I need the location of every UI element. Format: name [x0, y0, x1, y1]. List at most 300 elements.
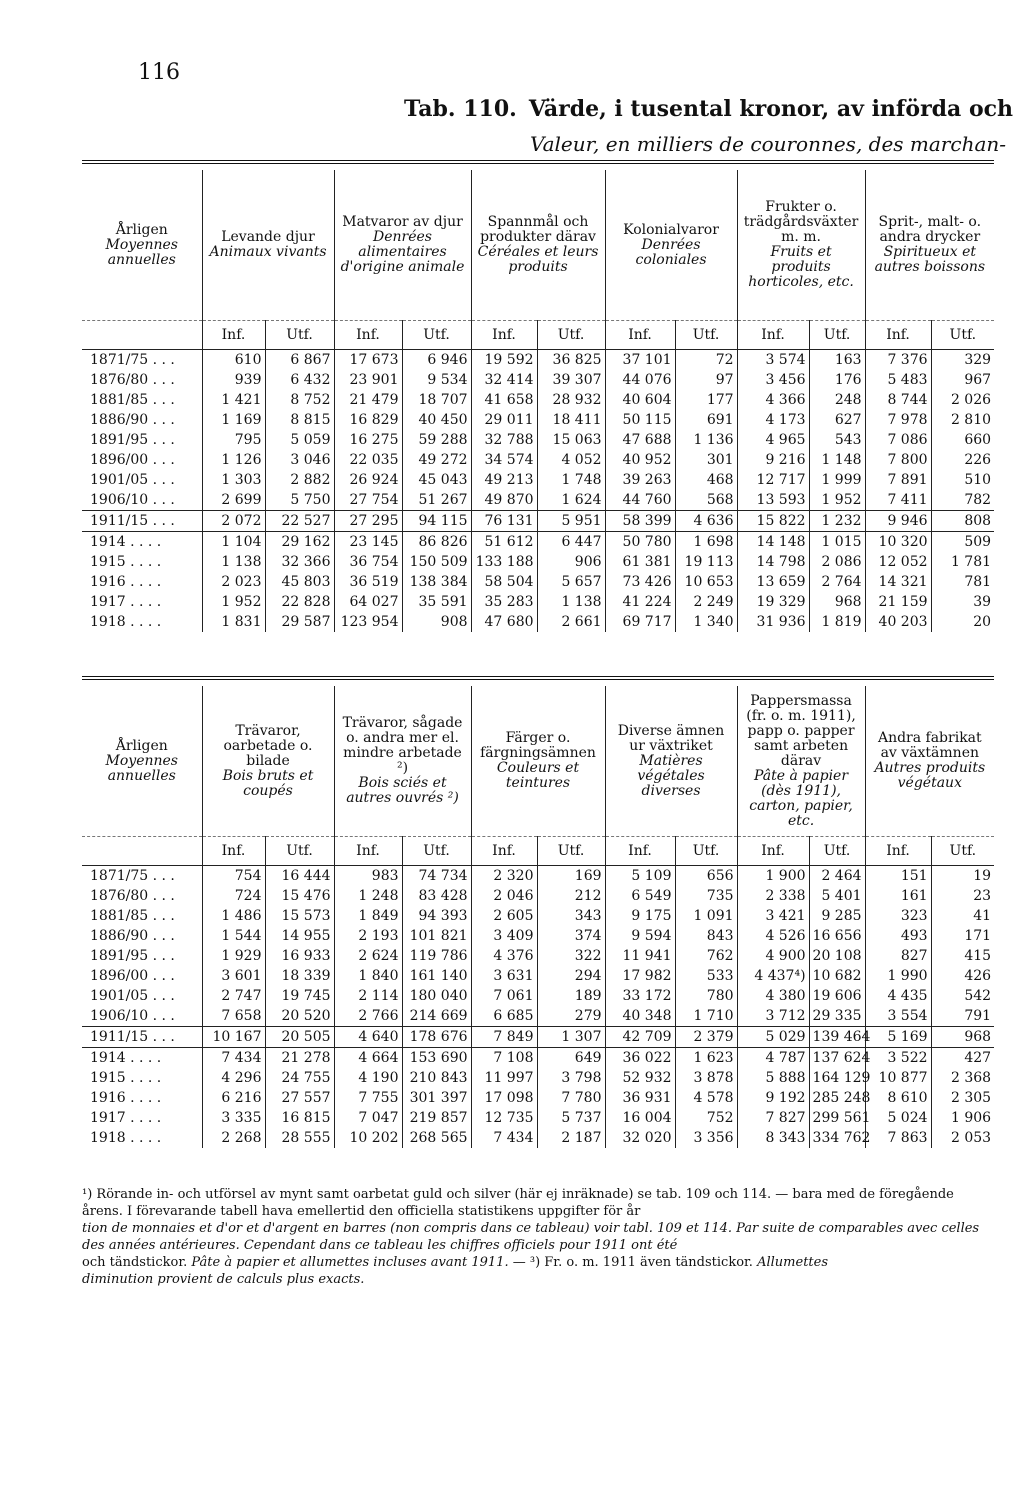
import-value: 1 169	[202, 410, 265, 430]
export-value: 8 815	[265, 410, 334, 430]
table-title	[404, 96, 1013, 122]
table-row	[82, 1006, 994, 1027]
export-value: 3 046	[265, 450, 334, 470]
import-value: 7 411	[865, 490, 931, 511]
import-value: 1 929	[202, 946, 265, 966]
import-value: 12 052	[865, 552, 931, 572]
import-value: 33 172	[605, 986, 675, 1006]
import-value: 3 421	[737, 906, 809, 926]
export-value: 8 752	[265, 390, 334, 410]
export-value: 27 557	[265, 1088, 334, 1108]
import-value: 5 109	[605, 866, 675, 887]
export-value: 301	[675, 450, 737, 470]
export-value: 212	[537, 886, 605, 906]
export-value: 649	[537, 1048, 605, 1069]
import-value: 16 004	[605, 1108, 675, 1128]
export-value: 967	[931, 370, 994, 390]
import-value: 44 076	[605, 370, 675, 390]
import-value: 7 434	[471, 1128, 537, 1148]
export-value: 808	[931, 511, 994, 532]
import-value: 1 421	[202, 390, 265, 410]
export-value: 294	[537, 966, 605, 986]
title-rule	[82, 160, 994, 164]
import-value: 51 612	[471, 532, 537, 553]
import-value: 323	[865, 906, 931, 926]
export-value: 780	[675, 986, 737, 1006]
import-value: 19 329	[737, 592, 809, 612]
export-value: 74 734	[402, 866, 471, 887]
import-value: 2 338	[737, 886, 809, 906]
import-value: 35 283	[471, 592, 537, 612]
import-value: 1 486	[202, 906, 265, 926]
import-value: 23 901	[334, 370, 402, 390]
import-value: 795	[202, 430, 265, 450]
import-value: 4 664	[334, 1048, 402, 1069]
export-value: 2 026	[931, 390, 994, 410]
import-value: 7 061	[471, 986, 537, 1006]
export-value: 178 676	[402, 1027, 471, 1048]
export-value: 16 815	[265, 1108, 334, 1128]
export-value: 45 043	[402, 470, 471, 490]
export-value: 5 059	[265, 430, 334, 450]
import-value: 6 685	[471, 1006, 537, 1027]
export-value: 4 052	[537, 450, 605, 470]
export-value: 35 591	[402, 592, 471, 612]
export-value: 4 578	[675, 1088, 737, 1108]
import-value: 9 946	[865, 511, 931, 532]
import-value: 133 188	[471, 552, 537, 572]
export-value: 28 555	[265, 1128, 334, 1148]
import-value: 1 849	[334, 906, 402, 926]
export-value: 49 272	[402, 450, 471, 470]
export-value: 72	[675, 350, 737, 371]
import-value: 37 101	[605, 350, 675, 371]
import-value: 610	[202, 350, 265, 371]
export-value: 177	[675, 390, 737, 410]
export-value: 2 464	[809, 866, 865, 887]
export-value: 189	[537, 986, 605, 1006]
export-header: Utf.	[931, 321, 994, 350]
export-value: 542	[931, 986, 994, 1006]
export-value: 22 828	[265, 592, 334, 612]
import-value: 1 952	[202, 592, 265, 612]
export-value: 1 952	[809, 490, 865, 511]
export-value: 40 450	[402, 410, 471, 430]
import-value: 4 366	[737, 390, 809, 410]
import-value: 3 456	[737, 370, 809, 390]
period-label: 1918 . . . .	[90, 1130, 162, 1146]
export-value: 20 520	[265, 1006, 334, 1027]
import-value: 123 954	[334, 612, 402, 632]
export-value: 219 857	[402, 1108, 471, 1128]
import-header: Inf.	[865, 321, 931, 350]
import-value: 8 610	[865, 1088, 931, 1108]
period-label: 1917 . . . .	[90, 594, 162, 610]
export-value: 329	[931, 350, 994, 371]
title-french: Valeur, en milliers de couronnes, des marchan-	[530, 132, 1007, 156]
export-value: 1 781	[931, 552, 994, 572]
table-row	[82, 390, 994, 410]
export-value: 4 636	[675, 511, 737, 532]
import-value: 151	[865, 866, 931, 887]
export-value: 19	[931, 866, 994, 887]
export-value: 23	[931, 886, 994, 906]
import-value: 31 936	[737, 612, 809, 632]
import-value: 939	[202, 370, 265, 390]
export-value: 29 587	[265, 612, 334, 632]
table-row	[82, 986, 994, 1006]
page-number: 116	[138, 60, 180, 85]
import-value: 40 348	[605, 1006, 675, 1027]
export-value: 41	[931, 906, 994, 926]
import-header: Inf.	[737, 321, 809, 350]
export-value: 762	[675, 946, 737, 966]
period-label: 1906/10 . . .	[82, 1006, 202, 1027]
table-row	[82, 572, 994, 592]
import-header: Inf.	[471, 837, 537, 866]
table-row	[82, 886, 994, 906]
import-value: 4 526	[737, 926, 809, 946]
import-header: Inf.	[202, 321, 265, 350]
export-value: 19 745	[265, 986, 334, 1006]
export-value: 138 384	[402, 572, 471, 592]
period-label: 1915 . . . .	[90, 1070, 162, 1086]
group-header: Spannmål och produkter därav Céréales et leurs produits	[471, 170, 605, 321]
export-value: 150 509	[402, 552, 471, 572]
export-value: 1 232	[809, 511, 865, 532]
export-value: 1 698	[675, 532, 737, 553]
import-value: 9 175	[605, 906, 675, 926]
period-label: 1881/85 . . .	[90, 392, 175, 408]
import-value: 5 029	[737, 1027, 809, 1048]
section-rule	[82, 676, 994, 680]
import-value: 3 601	[202, 966, 265, 986]
import-value: 2 072	[202, 511, 265, 532]
import-value: 7 863	[865, 1128, 931, 1148]
import-header: Inf.	[202, 837, 265, 866]
export-value: 22 527	[265, 511, 334, 532]
export-value: 6 432	[265, 370, 334, 390]
export-value: 45 803	[265, 572, 334, 592]
import-value: 493	[865, 926, 931, 946]
period-label: 1911/15 . . .	[82, 1027, 202, 1048]
export-value: 18 339	[265, 966, 334, 986]
import-value: 724	[202, 886, 265, 906]
table-row	[82, 490, 994, 511]
export-value: 6 867	[265, 350, 334, 371]
export-value: 29 335	[809, 1006, 865, 1027]
import-value: 2 699	[202, 490, 265, 511]
export-value: 163	[809, 350, 865, 371]
export-value: 18 707	[402, 390, 471, 410]
table-row	[82, 1048, 994, 1069]
export-value: 119 786	[402, 946, 471, 966]
import-value: 1 303	[202, 470, 265, 490]
period-label: 1871/75 . . .	[90, 352, 175, 368]
import-value: 8 343	[737, 1128, 809, 1148]
export-value: 1 340	[675, 612, 737, 632]
import-value: 7 891	[865, 470, 931, 490]
group-header: Diverse ämnen ur växtriket Matières végétales diverses	[605, 686, 737, 837]
import-value: 5 483	[865, 370, 931, 390]
export-value: 1 091	[675, 906, 737, 926]
import-value: 19 592	[471, 350, 537, 371]
group-header: Andra fabrikat av växtämnen Autres produits végétaux	[865, 686, 994, 837]
import-value: 2 320	[471, 866, 537, 887]
period-label: 1914 . . . .	[90, 1050, 162, 1066]
export-value: 285 248	[809, 1088, 865, 1108]
footnote-1-swedish: ¹) Rörande in- och utförsel av mynt samt oarbetat guld och silver (här ej inräknade) se tab. 109 och 114. — bara med de föregående årens. I förevarande tabell hava emellertid den officiella statistikens uppgifter för år	[82, 1187, 954, 1219]
import-value: 17 982	[605, 966, 675, 986]
table-row	[82, 592, 994, 612]
export-value: 19 113	[675, 552, 737, 572]
export-value: 226	[931, 450, 994, 470]
import-value: 69 717	[605, 612, 675, 632]
import-value: 64 027	[334, 592, 402, 612]
export-value: 343	[537, 906, 605, 926]
table-row	[82, 350, 994, 371]
export-value: 139 464	[809, 1027, 865, 1048]
import-value: 3 712	[737, 1006, 809, 1027]
import-value: 26 924	[334, 470, 402, 490]
import-value: 4 437⁴)	[737, 966, 809, 986]
export-value: 2 053	[931, 1128, 994, 1148]
import-value: 52 932	[605, 1068, 675, 1088]
export-value: 301 397	[402, 1088, 471, 1108]
export-header: Utf.	[537, 837, 605, 866]
export-value: 36 825	[537, 350, 605, 371]
import-value: 12 717	[737, 470, 809, 490]
period-label: 1891/95 . . .	[90, 432, 175, 448]
import-value: 7 658	[202, 1006, 265, 1027]
import-value: 49 870	[471, 490, 537, 511]
export-value: 16 656	[809, 926, 865, 946]
export-value: 2 810	[931, 410, 994, 430]
export-value: 10 682	[809, 966, 865, 986]
export-value: 20	[931, 612, 994, 632]
import-value: 21 479	[334, 390, 402, 410]
table-row	[82, 906, 994, 926]
export-value: 39 307	[537, 370, 605, 390]
import-header: Inf.	[865, 837, 931, 866]
export-value: 968	[809, 592, 865, 612]
export-value: 2 764	[809, 572, 865, 592]
import-value: 4 900	[737, 946, 809, 966]
import-value: 7 086	[865, 430, 931, 450]
import-value: 7 849	[471, 1027, 537, 1048]
import-value: 2 766	[334, 1006, 402, 1027]
import-value: 16 829	[334, 410, 402, 430]
table-row	[82, 430, 994, 450]
export-value: 86 826	[402, 532, 471, 553]
import-header: Inf.	[334, 321, 402, 350]
export-value: 334 762	[809, 1128, 865, 1148]
export-value: 94 115	[402, 511, 471, 532]
import-value: 14 148	[737, 532, 809, 553]
export-value: 51 267	[402, 490, 471, 511]
import-value: 7 047	[334, 1108, 402, 1128]
import-value: 39 263	[605, 470, 675, 490]
period-label: 1881/85 . . .	[90, 908, 175, 924]
import-value: 44 760	[605, 490, 675, 511]
export-value: 7 780	[537, 1088, 605, 1108]
import-value: 13 659	[737, 572, 809, 592]
export-value: 101 821	[402, 926, 471, 946]
import-header: Inf.	[605, 837, 675, 866]
import-value: 7 978	[865, 410, 931, 430]
import-value: 7 827	[737, 1108, 809, 1128]
export-value: 906	[537, 552, 605, 572]
export-value: 268 565	[402, 1128, 471, 1148]
export-value: 15 063	[537, 430, 605, 450]
import-value: 7 800	[865, 450, 931, 470]
import-value: 3 574	[737, 350, 809, 371]
period-label: 1916 . . . .	[90, 1090, 162, 1106]
export-value: 781	[931, 572, 994, 592]
group-header: Trävaror, sågade o. andra mer el. mindre arbetade ²) Bois sciés et autres ouvrés ²)	[334, 686, 471, 837]
export-value: 180 040	[402, 986, 471, 1006]
import-value: 7 108	[471, 1048, 537, 1069]
period-label: 1896/00 . . .	[90, 968, 175, 984]
table-1	[82, 170, 994, 632]
export-value: 19 606	[809, 986, 865, 1006]
export-value: 691	[675, 410, 737, 430]
period-label: 1917 . . . .	[90, 1110, 162, 1126]
footnote-1-french: tion de monnaies et d'or et d'argent en barres (non compris dans ce tableau) voir tabl. 109 et 114. Par suite de comparables avec celles des années antérieures. Cependant dans ce tableau les chiffres officiels pour 1911 ont été	[82, 1221, 980, 1253]
import-value: 14 798	[737, 552, 809, 572]
import-value: 10 877	[865, 1068, 931, 1088]
export-value: 322	[537, 946, 605, 966]
import-value: 61 381	[605, 552, 675, 572]
period-label: 1918 . . . .	[90, 614, 162, 630]
import-header: Inf.	[737, 837, 809, 866]
import-value: 4 376	[471, 946, 537, 966]
export-header: Utf.	[809, 321, 865, 350]
import-value: 58 504	[471, 572, 537, 592]
import-value: 3 335	[202, 1108, 265, 1128]
export-header: Utf.	[402, 321, 471, 350]
period-label: 1914 . . . .	[90, 534, 162, 550]
import-value: 10 320	[865, 532, 931, 553]
import-value: 3 554	[865, 1006, 931, 1027]
import-header: Inf.	[471, 321, 537, 350]
import-value: 34 574	[471, 450, 537, 470]
import-value: 4 380	[737, 986, 809, 1006]
import-value: 32 414	[471, 370, 537, 390]
footnote-3: och tändstickor. Pâte à papier et allumettes incluses avant 1911. — ³) Fr. o. m. 1911 även tändstickor. Allumettes	[82, 1255, 829, 1270]
export-value: 5 657	[537, 572, 605, 592]
import-value: 36 931	[605, 1088, 675, 1108]
export-value: 1 136	[675, 430, 737, 450]
import-value: 2 114	[334, 986, 402, 1006]
group-header: Trävaror, oarbetade o. bilade Bois bruts et coupés	[202, 686, 334, 837]
import-value: 1 900	[737, 866, 809, 887]
export-value: 968	[931, 1027, 994, 1048]
import-value: 49 213	[471, 470, 537, 490]
export-header: Utf.	[265, 837, 334, 866]
import-value: 8 744	[865, 390, 931, 410]
period-label: 1901/05 . . .	[90, 988, 175, 1004]
table-row	[82, 1088, 994, 1108]
import-value: 32 020	[605, 1128, 675, 1148]
import-value: 42 709	[605, 1027, 675, 1048]
export-value: 1 819	[809, 612, 865, 632]
export-value: 248	[809, 390, 865, 410]
import-value: 36 519	[334, 572, 402, 592]
export-value: 427	[931, 1048, 994, 1069]
table-row	[82, 370, 994, 390]
import-value: 73 426	[605, 572, 675, 592]
export-value: 83 428	[402, 886, 471, 906]
import-value: 1 138	[202, 552, 265, 572]
import-value: 1 840	[334, 966, 402, 986]
export-value: 2 086	[809, 552, 865, 572]
export-value: 24 755	[265, 1068, 334, 1088]
import-value: 12 735	[471, 1108, 537, 1128]
table-row	[82, 866, 994, 887]
import-value: 11 997	[471, 1068, 537, 1088]
export-header: Utf.	[675, 837, 737, 866]
export-value: 214 669	[402, 1006, 471, 1027]
export-value: 1 906	[931, 1108, 994, 1128]
export-value: 161 140	[402, 966, 471, 986]
import-header: Inf.	[605, 321, 675, 350]
group-header: Matvaror av djur Denrées alimentaires d'origine animale	[334, 170, 471, 321]
import-value: 40 604	[605, 390, 675, 410]
table-row	[82, 926, 994, 946]
import-value: 50 115	[605, 410, 675, 430]
import-value: 1 544	[202, 926, 265, 946]
export-header: Utf.	[537, 321, 605, 350]
import-value: 7 755	[334, 1088, 402, 1108]
import-value: 16 275	[334, 430, 402, 450]
import-value: 7 434	[202, 1048, 265, 1069]
export-value: 5 401	[809, 886, 865, 906]
export-value: 16 444	[265, 866, 334, 887]
import-value: 10 167	[202, 1027, 265, 1048]
export-value: 9 285	[809, 906, 865, 926]
table-row	[82, 1108, 994, 1128]
group-header: Pappersmassa (fr. o. m. 1911), papp o. papper samt arbeten därav Pâte à papier (dès 1911), carton, papier, etc.	[737, 686, 865, 837]
export-value: 20 108	[809, 946, 865, 966]
import-value: 15 822	[737, 511, 809, 532]
import-value: 23 145	[334, 532, 402, 553]
import-value: 7 376	[865, 350, 931, 371]
export-header: Utf.	[402, 837, 471, 866]
export-value: 10 653	[675, 572, 737, 592]
export-value: 32 366	[265, 552, 334, 572]
import-value: 6 216	[202, 1088, 265, 1108]
export-value: 735	[675, 886, 737, 906]
import-value: 2 747	[202, 986, 265, 1006]
export-value: 15 476	[265, 886, 334, 906]
export-value: 660	[931, 430, 994, 450]
export-value: 1 999	[809, 470, 865, 490]
import-value: 29 011	[471, 410, 537, 430]
export-value: 5 750	[265, 490, 334, 511]
export-value: 3 798	[537, 1068, 605, 1088]
group-header: Kolonialvaror Denrées coloniales	[605, 170, 737, 321]
export-value: 29 162	[265, 532, 334, 553]
import-value: 2 023	[202, 572, 265, 592]
import-value: 3 522	[865, 1048, 931, 1069]
export-header: Utf.	[809, 837, 865, 866]
export-value: 791	[931, 1006, 994, 1027]
import-value: 27 754	[334, 490, 402, 511]
export-value: 169	[537, 866, 605, 887]
import-value: 4 640	[334, 1027, 402, 1048]
period-label: 1906/10 . . .	[82, 490, 202, 511]
